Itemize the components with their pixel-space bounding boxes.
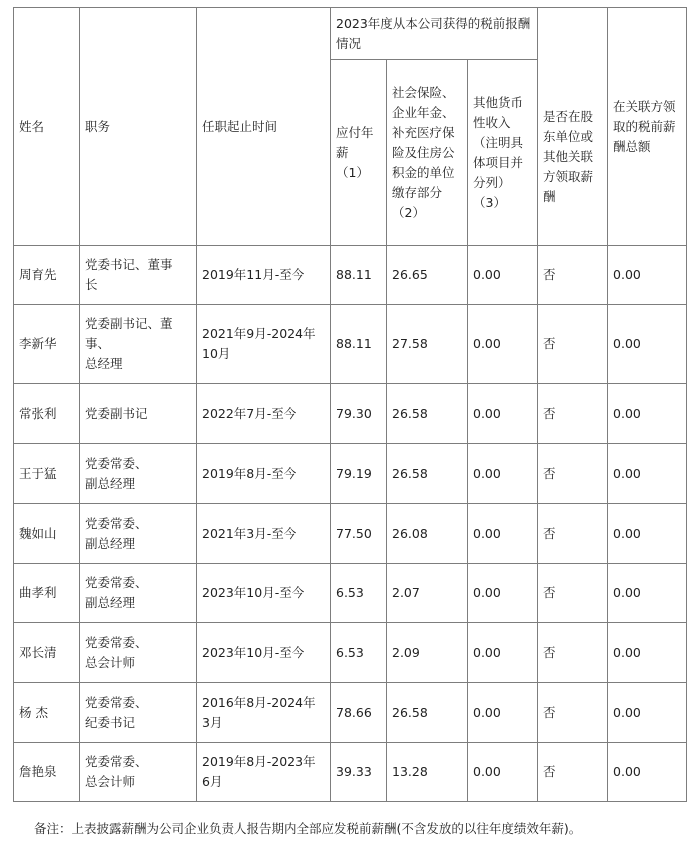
- cell-term-line: 2019年11月-至今: [202, 267, 305, 282]
- header-other-line: （注明具: [473, 134, 524, 150]
- cell-insurance: 2.07: [387, 564, 468, 623]
- cell-name: 魏如山: [14, 504, 80, 564]
- cell-term-line: 2021年9月-2024年: [202, 326, 316, 341]
- header-shareholder-line: 方领取薪: [543, 168, 594, 184]
- cell-insurance: 26.58: [387, 444, 468, 504]
- cell-position: [80, 683, 197, 743]
- cell-term-line: 2021年3月-至今: [202, 525, 297, 541]
- cell-term-line: 2019年8月-至今: [202, 465, 297, 481]
- cell-shareholder: 否: [538, 384, 608, 444]
- cell-name: 周育先: [14, 246, 80, 305]
- cell-position-line: 总经理: [85, 356, 123, 371]
- cell-position-line: 事、: [85, 336, 111, 351]
- header-insurance-line: 缴存部分: [392, 184, 443, 200]
- cell-term: [197, 564, 331, 623]
- cell-related: 0.00: [608, 564, 687, 623]
- cell-position-line: 党委书记、董事: [85, 257, 173, 272]
- cell-term-line: 2023年10月-至今: [202, 644, 305, 660]
- cell-position-line: 副总经理: [85, 595, 136, 610]
- header-insurance-line: 补充医疗保: [392, 124, 455, 140]
- cell-shareholder: 否: [538, 564, 608, 623]
- header-insurance-line: 积金的单位: [392, 164, 455, 180]
- cell-term-line: 10月: [202, 346, 231, 361]
- cell-insurance: 26.58: [387, 384, 468, 444]
- header-insurance-lines: [392, 83, 462, 223]
- cell-term-line: 2016年8月-2024年: [202, 694, 316, 710]
- header-term: 任职起止时间: [197, 8, 331, 246]
- cell-position-line: 长: [85, 277, 98, 292]
- cell-shareholder: 否: [538, 683, 608, 743]
- cell-related: 0.00: [608, 305, 687, 384]
- header-position: 职务: [80, 8, 197, 246]
- cell-position-line: 党委常委、: [85, 515, 148, 531]
- header-other-line: 其他货币: [473, 94, 524, 110]
- cell-related: 0.00: [608, 623, 687, 683]
- cell-name: 李新华: [14, 305, 80, 384]
- cell-term: [197, 305, 331, 384]
- cell-term: [197, 683, 331, 743]
- cell-salary: 88.11: [331, 246, 387, 305]
- header-shareholder-line: 酬: [543, 188, 556, 204]
- cell-position: [80, 564, 197, 623]
- header-other-line: 性收入: [473, 114, 511, 130]
- header-related-lines: [613, 97, 681, 157]
- cell-term-line: 2022年7月-至今: [202, 405, 297, 421]
- cell-position-line: 党委副书记: [85, 405, 148, 421]
- cell-position-line: 副总经理: [85, 475, 136, 491]
- header-row-1: [14, 8, 687, 60]
- table-row: [14, 743, 687, 802]
- header-shareholder-lines: [543, 107, 602, 207]
- header-other-lines: [473, 93, 532, 213]
- cell-term-line: 6月: [202, 774, 223, 789]
- cell-shareholder: 否: [538, 504, 608, 564]
- header-other-line: （3）: [473, 194, 506, 210]
- compensation-table: [13, 7, 687, 802]
- cell-term: [197, 384, 331, 444]
- cell-related: 0.00: [608, 444, 687, 504]
- header-other: [468, 60, 538, 246]
- cell-other: 0.00: [468, 504, 538, 564]
- cell-name: 王于猛: [14, 444, 80, 504]
- header-other-line: 体项目并: [473, 154, 524, 170]
- cell-position: [80, 743, 197, 802]
- cell-salary: 88.11: [331, 305, 387, 384]
- cell-name: 曲孝利: [14, 564, 80, 623]
- cell-position-line: 总会计师: [85, 654, 136, 670]
- cell-term-line: 3月: [202, 714, 223, 730]
- cell-insurance: 27.58: [387, 305, 468, 384]
- cell-salary: 79.30: [331, 384, 387, 444]
- cell-term-line: 2019年8月-2023年: [202, 754, 316, 769]
- cell-related: 0.00: [608, 246, 687, 305]
- header-salary-line: 应付年: [336, 124, 374, 140]
- header-insurance-line: 险及住房公: [392, 144, 455, 160]
- cell-other: 0.00: [468, 444, 538, 504]
- cell-position: [80, 444, 197, 504]
- table-row: [14, 246, 687, 305]
- cell-other: 0.00: [468, 305, 538, 384]
- table-row: [14, 683, 687, 743]
- cell-position: [80, 623, 197, 683]
- header-insurance-line: 企业年金、: [392, 104, 455, 120]
- cell-insurance: 26.65: [387, 246, 468, 305]
- cell-position-line: 总会计师: [85, 774, 136, 789]
- header-shareholder-line: 东单位或: [543, 128, 594, 144]
- cell-related: 0.00: [608, 743, 687, 802]
- header-salary: [331, 60, 387, 246]
- table-row: [14, 564, 687, 623]
- cell-term: [197, 246, 331, 305]
- cell-position: [80, 384, 197, 444]
- cell-name: 常张利: [14, 384, 80, 444]
- header-shareholder-line: 是否在股: [543, 108, 594, 124]
- cell-other: 0.00: [468, 743, 538, 802]
- cell-salary: 6.53: [331, 564, 387, 623]
- cell-position-line: 党委常委、: [85, 754, 148, 769]
- cell-other: 0.00: [468, 246, 538, 305]
- cell-shareholder: 否: [538, 305, 608, 384]
- cell-insurance: 2.09: [387, 623, 468, 683]
- footnote: 备注：上表披露薪酬为公司企业负责人报告期内全部应发税前薪酬(不含发放的以往年度绩效年薪)。: [34, 821, 582, 836]
- cell-related: 0.00: [608, 683, 687, 743]
- cell-insurance: 26.08: [387, 504, 468, 564]
- cell-term: [197, 743, 331, 802]
- cell-term: [197, 623, 331, 683]
- cell-position-line: 纪委书记: [85, 714, 136, 730]
- header-related-line: 酬总额: [613, 138, 651, 154]
- table-row: [14, 444, 687, 504]
- header-insurance: [387, 60, 468, 246]
- cell-insurance: 26.58: [387, 683, 468, 743]
- cell-other: 0.00: [468, 564, 538, 623]
- header-salary-line: （1）: [336, 164, 369, 180]
- cell-position: [80, 305, 197, 384]
- header-insurance-line: （2）: [392, 204, 425, 220]
- header-insurance-line: 社会保险、: [392, 84, 455, 100]
- cell-other: 0.00: [468, 384, 538, 444]
- cell-term: [197, 504, 331, 564]
- cell-name: 邓长清: [14, 623, 80, 683]
- table-row: [14, 305, 687, 384]
- cell-shareholder: 否: [538, 246, 608, 305]
- header-group: 2023年度从本公司获得的税前报酬情况: [331, 8, 538, 60]
- cell-salary: 78.66: [331, 683, 387, 743]
- header-related: [608, 8, 687, 246]
- header-related-line: 取的税前薪: [613, 118, 676, 134]
- cell-position: [80, 504, 197, 564]
- cell-related: 0.00: [608, 504, 687, 564]
- header-related-line: 在关联方领: [613, 98, 676, 114]
- cell-other: 0.00: [468, 623, 538, 683]
- cell-salary: 6.53: [331, 623, 387, 683]
- cell-position-line: 党委常委、: [85, 634, 148, 650]
- cell-shareholder: 否: [538, 444, 608, 504]
- table-row: [14, 504, 687, 564]
- cell-salary: 77.50: [331, 504, 387, 564]
- cell-shareholder: 否: [538, 623, 608, 683]
- header-salary-lines: [336, 123, 381, 183]
- cell-salary: 79.19: [331, 444, 387, 504]
- cell-salary: 39.33: [331, 743, 387, 802]
- cell-position: [80, 246, 197, 305]
- table-row: [14, 623, 687, 683]
- cell-insurance: 13.28: [387, 743, 468, 802]
- cell-related: 0.00: [608, 384, 687, 444]
- table-row: [14, 384, 687, 444]
- cell-position-line: 副总经理: [85, 535, 136, 551]
- cell-position-line: 党委常委、: [85, 455, 148, 471]
- cell-term: [197, 444, 331, 504]
- cell-term-line: 2023年10月-至今: [202, 585, 305, 600]
- cell-position-line: 党委副书记、董: [85, 316, 173, 331]
- cell-name: 詹艳泉: [14, 743, 80, 802]
- header-salary-line: 薪: [336, 144, 349, 160]
- header-name: 姓名: [14, 8, 80, 246]
- cell-other: 0.00: [468, 683, 538, 743]
- cell-position-line: 党委常委、: [85, 575, 148, 590]
- header-shareholder-line: 其他关联: [543, 148, 594, 164]
- cell-name: 杨 杰: [14, 683, 80, 743]
- header-shareholder: [538, 8, 608, 246]
- cell-position-line: 党委常委、: [85, 694, 148, 710]
- cell-shareholder: 否: [538, 743, 608, 802]
- header-other-line: 分列）: [473, 174, 511, 190]
